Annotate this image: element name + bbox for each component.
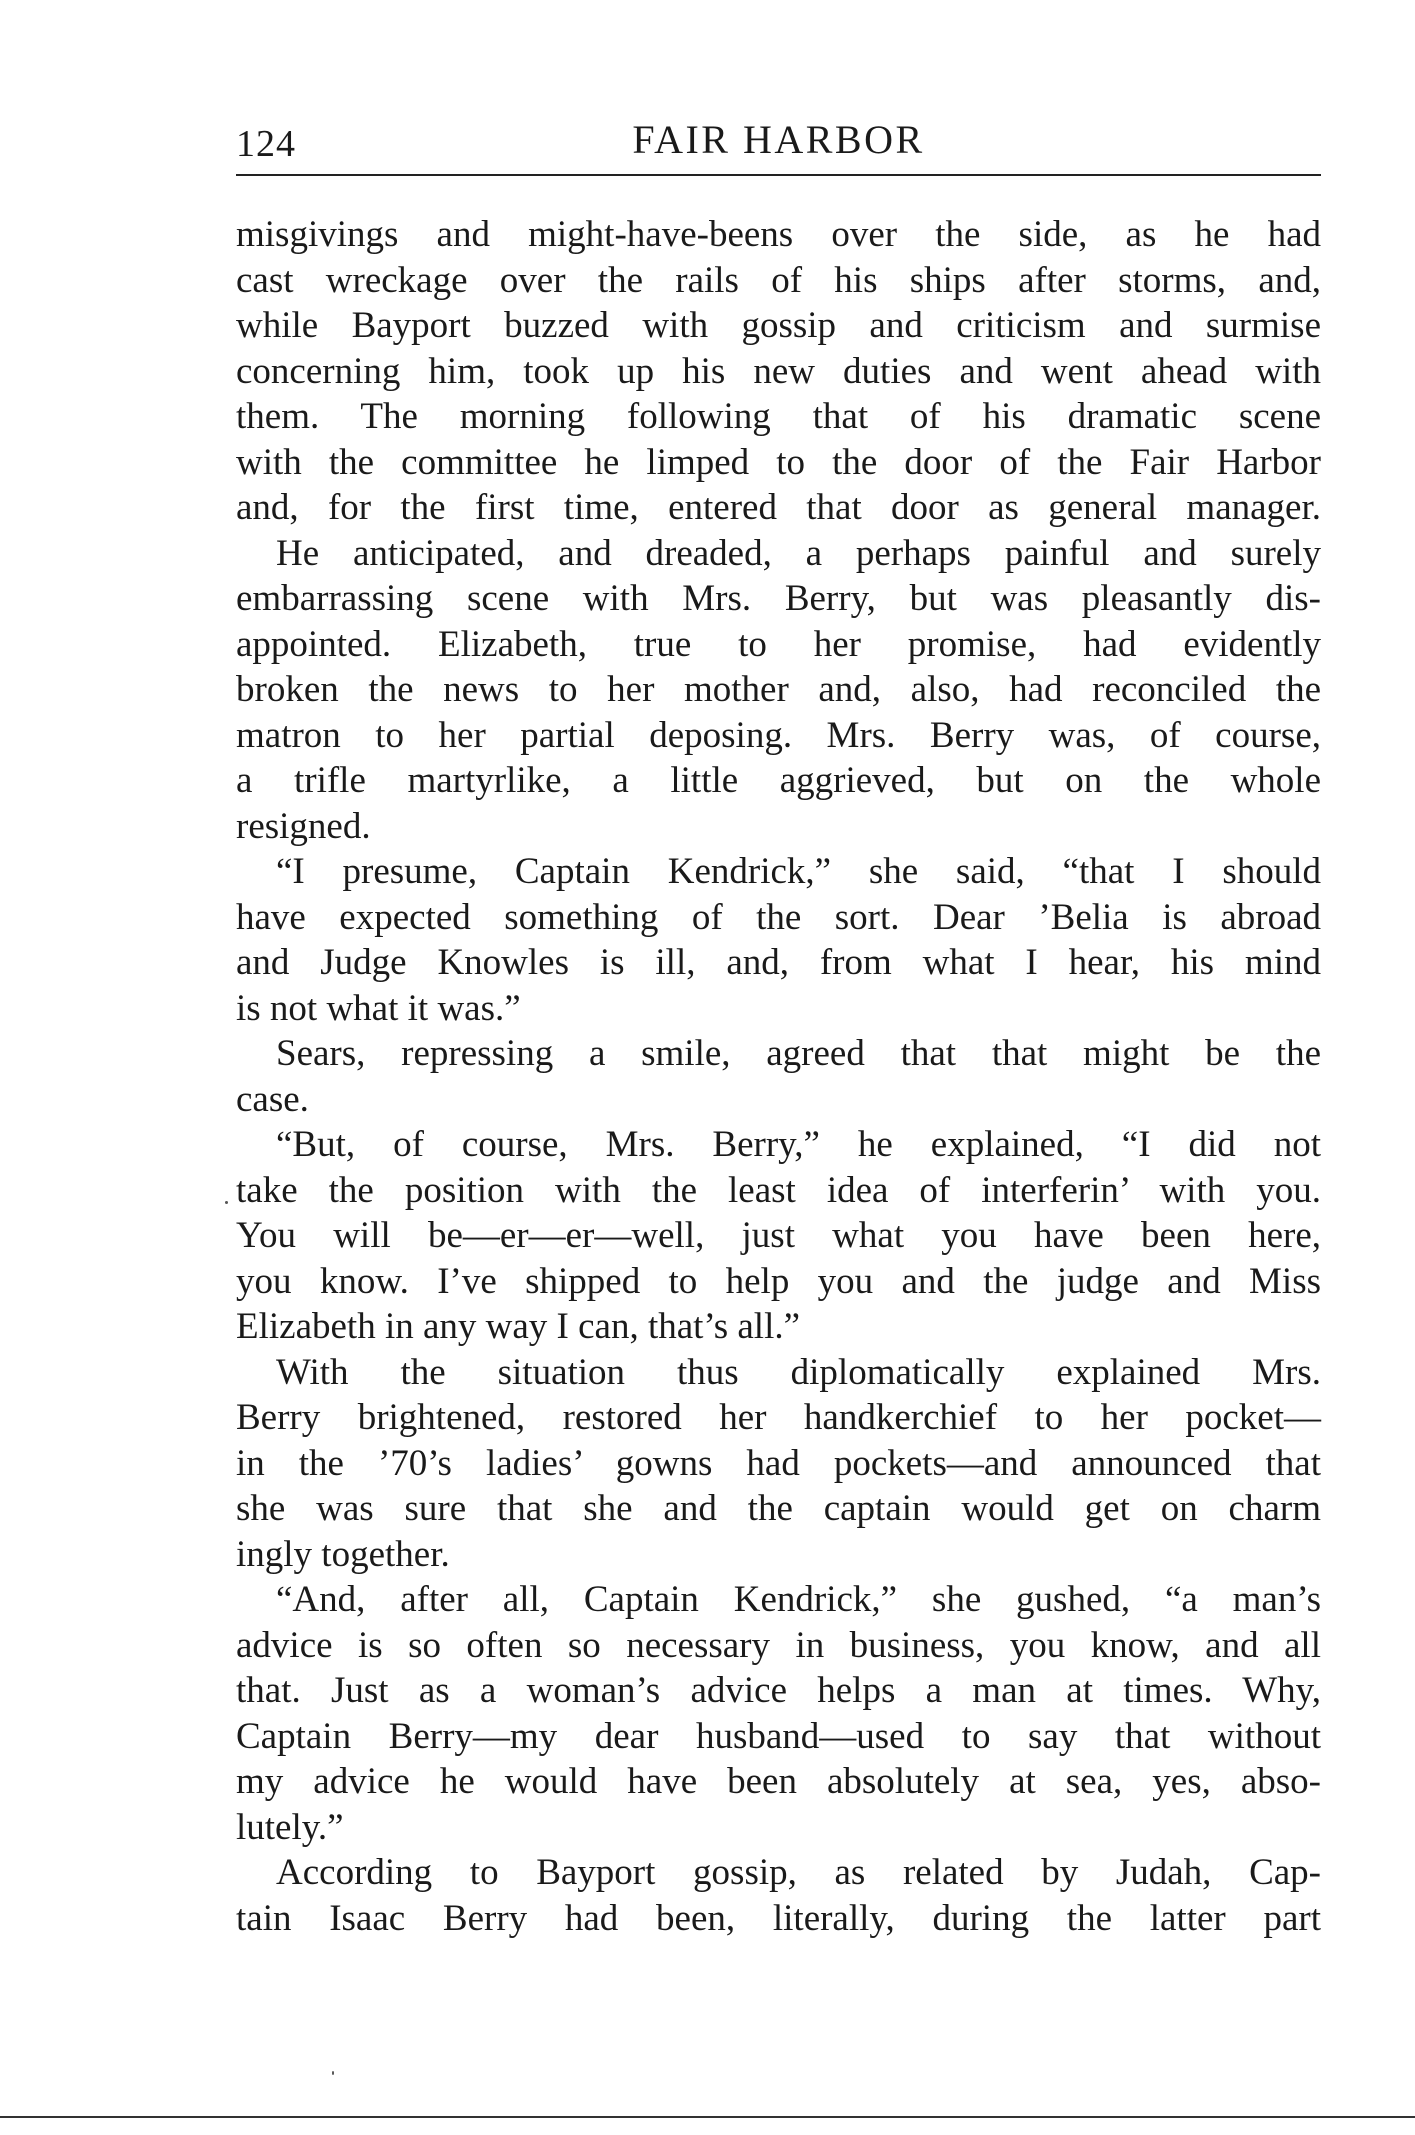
text-line: lutely.”: [236, 1806, 344, 1848]
text-line: is not what it was.”: [236, 987, 521, 1029]
text-line: resigned.: [236, 805, 371, 847]
text-line: have expected something of the sort. Dear ’Belia is abroad: [236, 896, 1321, 938]
page-bottom-edge: [0, 2116, 1415, 2118]
text-line: You will be—er—er—well, just what you have been here,: [236, 1215, 1321, 1256]
text-line: appointed. Elizabeth, true to her promise, had evidently: [236, 623, 1321, 665]
text-line: tain Isaac Berry had been, literally, during the latter part: [236, 1897, 1321, 1939]
text-line: Elizabeth in any way I can, that’s all.”: [236, 1306, 801, 1347]
paper-speck: [332, 2071, 334, 2075]
text-line: while Bayport buzzed with gossip and criticism and surmise: [236, 305, 1321, 346]
text-line: she was sure that she and the captain would get on charm: [236, 1488, 1321, 1529]
text-line: and, for the first time, entered that door as general manager.: [236, 487, 1321, 528]
text-line: misgivings and might-have-beens over the side, as he had: [236, 214, 1321, 255]
header-rule: [236, 174, 1321, 176]
text-line: broken the news to her mother and, also, had reconciled the: [236, 669, 1321, 710]
text-line: With the situation thus diplomatically explained Mrs.: [276, 1351, 1321, 1393]
text-line: matron to her partial deposing. Mrs. Berry was, of course,: [236, 714, 1321, 756]
text-line: embarrassing scene with Mrs. Berry, but was pleasantly dis-: [236, 578, 1321, 619]
text-line: “But, of course, Mrs. Berry,” he explained, “I did not: [276, 1124, 1321, 1165]
body-text: [236, 212, 1321, 1941]
text-line: and Judge Knowles is ill, and, from what I hear, his mind: [236, 942, 1321, 983]
running-head: [236, 116, 1321, 176]
text-line: in the ’70’s ladies’ gowns had pockets—and announced that: [236, 1442, 1321, 1484]
text-line: concerning him, took up his new duties and went ahead with: [236, 350, 1321, 392]
text-line: take the position with the least idea of interferin’ with you.: [236, 1169, 1321, 1211]
text-line: them. The morning following that of his dramatic scene: [236, 396, 1321, 437]
page-number: 124: [236, 123, 296, 165]
text-line: a trifle martyrlike, a little aggrieved, but on the whole: [236, 760, 1321, 801]
text-line: According to Bayport gossip, as related by Judah, Cap-: [276, 1852, 1321, 1893]
text-line: cast wreckage over the rails of his ships after storms, and,: [236, 259, 1321, 301]
text-line: my advice he would have been absolutely at sea, yes, abso-: [236, 1761, 1321, 1802]
text-line: that. Just as a woman’s advice helps a man at times. Why,: [236, 1670, 1321, 1711]
text-line: advice is so often so necessary in business, you know, and all: [236, 1624, 1321, 1666]
text-line: He anticipated, and dreaded, a perhaps painful and surely: [276, 532, 1321, 574]
text-line: Sears, repressing a smile, agreed that that might be the: [276, 1033, 1321, 1074]
text-line: Captain Berry—my dear husband—used to say that without: [236, 1715, 1321, 1757]
text-line: with the committee he limped to the door of the Fair Harbor: [236, 441, 1321, 483]
text-line: ingly together.: [236, 1533, 450, 1575]
running-title: FAIR HARBOR: [632, 117, 925, 162]
paper-speck: [225, 1201, 228, 1204]
text-line: case.: [236, 1078, 309, 1120]
text-line: “I presume, Captain Kendrick,” she said, “that I should: [276, 851, 1321, 892]
text-line: “And, after all, Captain Kendrick,” she gushed, “a man’s: [276, 1579, 1321, 1620]
text-line: Berry brightened, restored her handkerchief to her pocket—: [236, 1397, 1321, 1438]
text-line: you know. I’ve shipped to help you and the judge and Miss: [236, 1260, 1321, 1302]
